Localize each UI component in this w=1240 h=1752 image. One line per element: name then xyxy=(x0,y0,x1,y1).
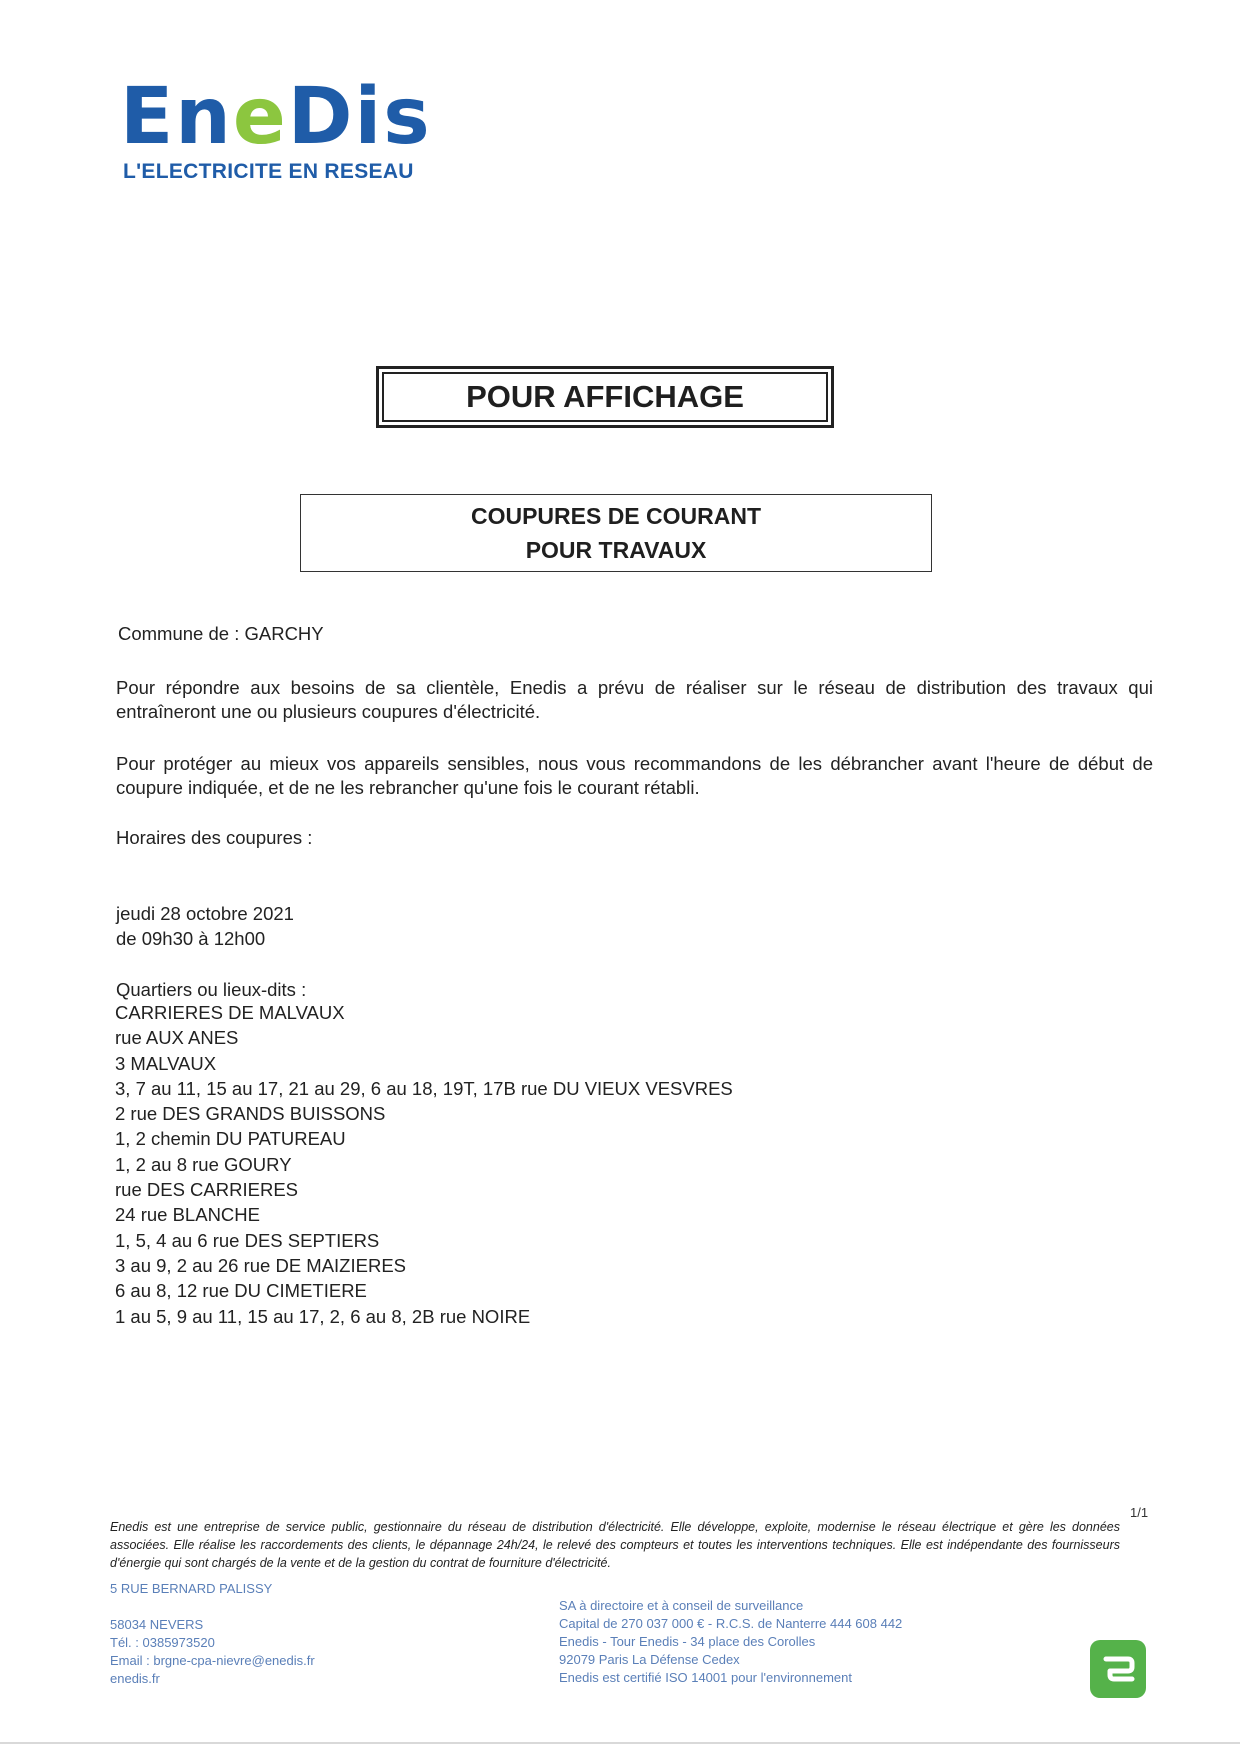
logo-word-end: Dis xyxy=(287,72,432,162)
list-item: 1, 2 au 8 rue GOURY xyxy=(115,1153,292,1175)
title-box xyxy=(376,366,834,428)
logo-tagline: L'ELECTRICITE EN RESEAU xyxy=(123,160,414,183)
location-list xyxy=(115,1000,733,1329)
corp-line: 92079 Paris La Défense Cedex xyxy=(559,1652,740,1667)
list-item: 3 au 9, 2 au 26 rue DE MAIZIERES xyxy=(115,1254,407,1276)
enedis-e-icon xyxy=(1098,1649,1138,1689)
page-number: 1/1 xyxy=(1130,1505,1149,1520)
subtitle-line-2: POUR TRAVAUX xyxy=(525,537,707,563)
commune-line: Commune de : GARCHY xyxy=(118,623,324,644)
list-item: CARRIERES DE MALVAUX xyxy=(115,1002,345,1023)
quartiers-label: Quartiers ou lieux-dits : xyxy=(116,979,307,1000)
list-item: rue AUX ANES xyxy=(115,1027,239,1049)
subtitle-line-1: COUPURES DE COURANT xyxy=(470,503,762,529)
list-item: 6 au 8, 12 rue DU CIMETIERE xyxy=(115,1280,367,1302)
intro-paragraph: Pour répondre aux besoins de sa clientèle, Enedis a prévu de réaliser sur le réseau de distribution des travaux qui entraîneront une ou plusieurs coupures d'électricité. xyxy=(116,677,1153,722)
list-item: 1, 5, 4 au 6 rue DES SEPTIERS xyxy=(115,1229,380,1251)
outage-time: de 09h30 à 12h00 xyxy=(116,928,266,949)
subtitle-box xyxy=(300,494,932,572)
list-item: 1, 2 chemin DU PATUREAU xyxy=(115,1128,346,1150)
email-address: Email : brgne-cpa-nievre@enedis.fr xyxy=(110,1653,315,1668)
horaires-label: Horaires des coupures : xyxy=(116,827,313,848)
list-item: 1 au 5, 9 au 11, 15 au 17, 2, 6 au 8, 2B rue NOIRE xyxy=(115,1305,531,1327)
address-street: 5 RUE BERNARD PALISSY xyxy=(110,1581,273,1596)
corp-line: Enedis est certifié ISO 14001 pour l'environnement xyxy=(559,1670,852,1685)
corp-line: SA à directoire et à conseil de surveillance xyxy=(559,1598,804,1613)
advice-paragraph: Pour protéger au mieux vos appareils sensibles, nous vous recommandons de les débrancher avant l'heure de début de coupure indiquée, et de ne les rebrancher qu'une fois le courant rétabli. xyxy=(116,753,1153,798)
footer-disclaimer: Enedis est une entreprise de service public, gestionnaire du réseau de distribution d'électricité. Elle développe, exploite, modernise le réseau électrique et gère les données associées. Elle réalise les raccordements des clients, le dépannage 24h/24, le relevé des compteurs et toutes les interventions techniques. Elle est indépendante des fournisseurs d'énergie qui sont chargés de la vente et de la gestion du contrat de fourniture d'électricité. xyxy=(110,1520,1120,1570)
list-item: 24 rue BLANCHE xyxy=(115,1204,260,1226)
outage-date: jeudi 28 octobre 2021 xyxy=(116,903,294,924)
corp-line: Enedis - Tour Enedis - 34 place des Corolles xyxy=(559,1634,816,1649)
corp-line: Capital de 270 037 000 € - R.C.S. de Nanterre 444 608 442 xyxy=(559,1616,903,1631)
address-city: 58034 NEVERS xyxy=(110,1617,204,1632)
list-item: 3, 7 au 11, 15 au 17, 21 au 29, 6 au 18, 19T, 17B rue DU VIEUX VESVRES xyxy=(115,1077,733,1099)
logo-word-main: En xyxy=(120,72,233,162)
phone-number: Tél. : 0385973520 xyxy=(110,1635,215,1650)
enedis-logo xyxy=(120,72,432,162)
list-item: 2 rue DES GRANDS BUISSONS xyxy=(115,1103,386,1125)
logo-word-accent: e xyxy=(232,72,288,162)
page-title: POUR AFFICHAGE xyxy=(382,372,828,422)
enedis-mark-icon xyxy=(1090,1640,1146,1698)
website-link: enedis.fr xyxy=(110,1671,160,1686)
scan-edge-divider xyxy=(0,1742,1240,1744)
address-block xyxy=(110,1616,315,1688)
corporate-info xyxy=(559,1597,902,1687)
list-item: rue DES CARRIERES xyxy=(115,1179,298,1201)
list-item: 3 MALVAUX xyxy=(115,1052,217,1074)
